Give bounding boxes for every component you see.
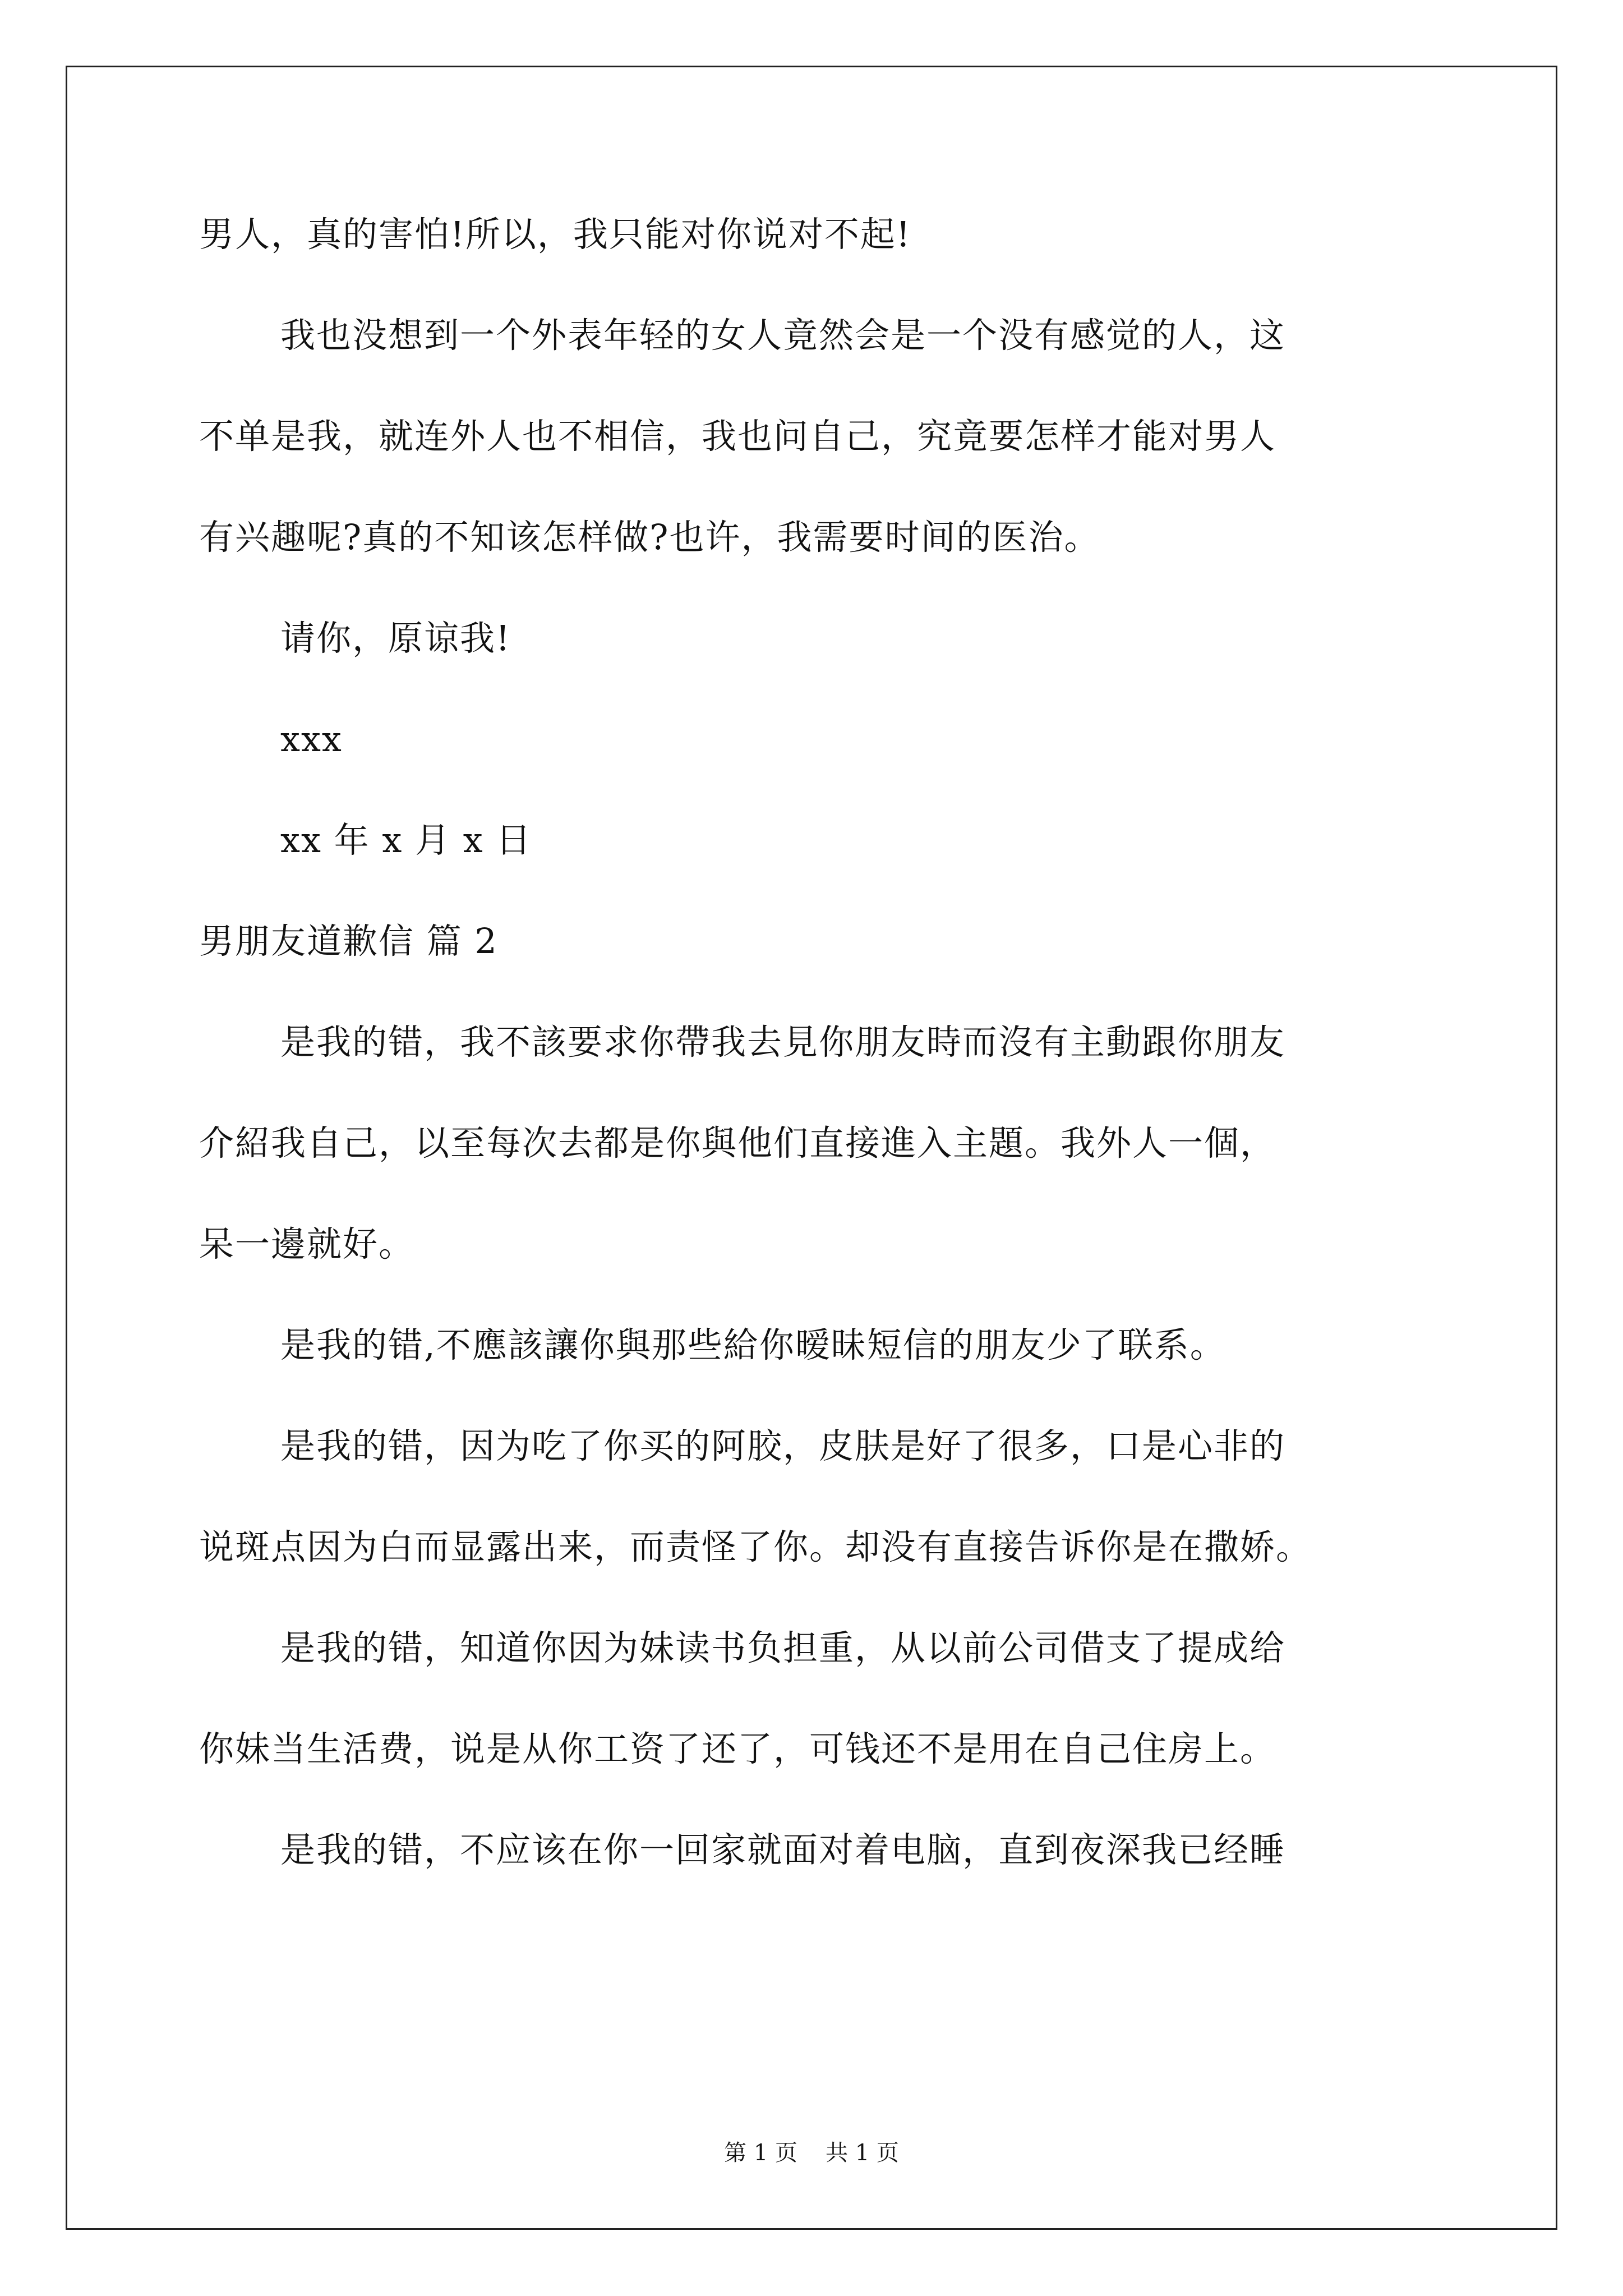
paragraph-line: 是我的错,不應該讓你與那些給你暧昧短信的朋友少了联系。 [280,1324,1226,1365]
paragraph-line: 是我的错，因为吃了你买的阿胶，皮肤是好了很多，口是心非的 [280,1425,1286,1466]
paragraph-line: 男人，真的害怕!所以，我只能对你说对不起! [199,214,911,255]
date-line: xx 年 x 月 x 日 [280,820,532,861]
paragraph-line: 我也没想到一个外表年轻的女人竟然会是一个没有感觉的人，这 [280,315,1286,356]
signature-line: xxx [280,719,343,760]
page-number: 第 1 页 [724,2140,797,2166]
page-total: 共 1 页 [826,2140,899,2166]
paragraph-line: 有兴趣呢?真的不知该怎样做?也许，我需要时间的医治。 [199,517,1100,558]
paragraph-line: 请你，原谅我! [280,618,511,659]
section-heading: 男朋友道歉信 篇 2 [199,921,498,961]
paragraph-line: 你妹当生活费，说是从你工资了还了，可钱还不是用在自己住房上。 [199,1728,1276,1769]
page-footer [0,2139,1623,2167]
paragraph-line: 是我的错，我不該要求你帶我去見你朋友時而沒有主動跟你朋友 [280,1022,1286,1062]
paragraph-line: 是我的错，知道你因为妹读书负担重，从以前公司借支了提成给 [280,1627,1286,1668]
paragraph-line: 说斑点因为白而显露出来，而责怪了你。却没有直接告诉你是在撒娇。 [199,1526,1312,1567]
paragraph-line: 是我的错，不应该在你一回家就面对着电脑，直到夜深我已经睡 [280,1829,1286,1870]
paragraph-line: 呆一邊就好。 [199,1223,415,1264]
paragraph-line: 介紹我自己，以至每次去都是你與他们直接進入主題。我外人一個， [199,1122,1276,1163]
paragraph-line: 不单是我，就连外人也不相信，我也问自己，究竟要怎样才能对男人 [199,416,1276,457]
